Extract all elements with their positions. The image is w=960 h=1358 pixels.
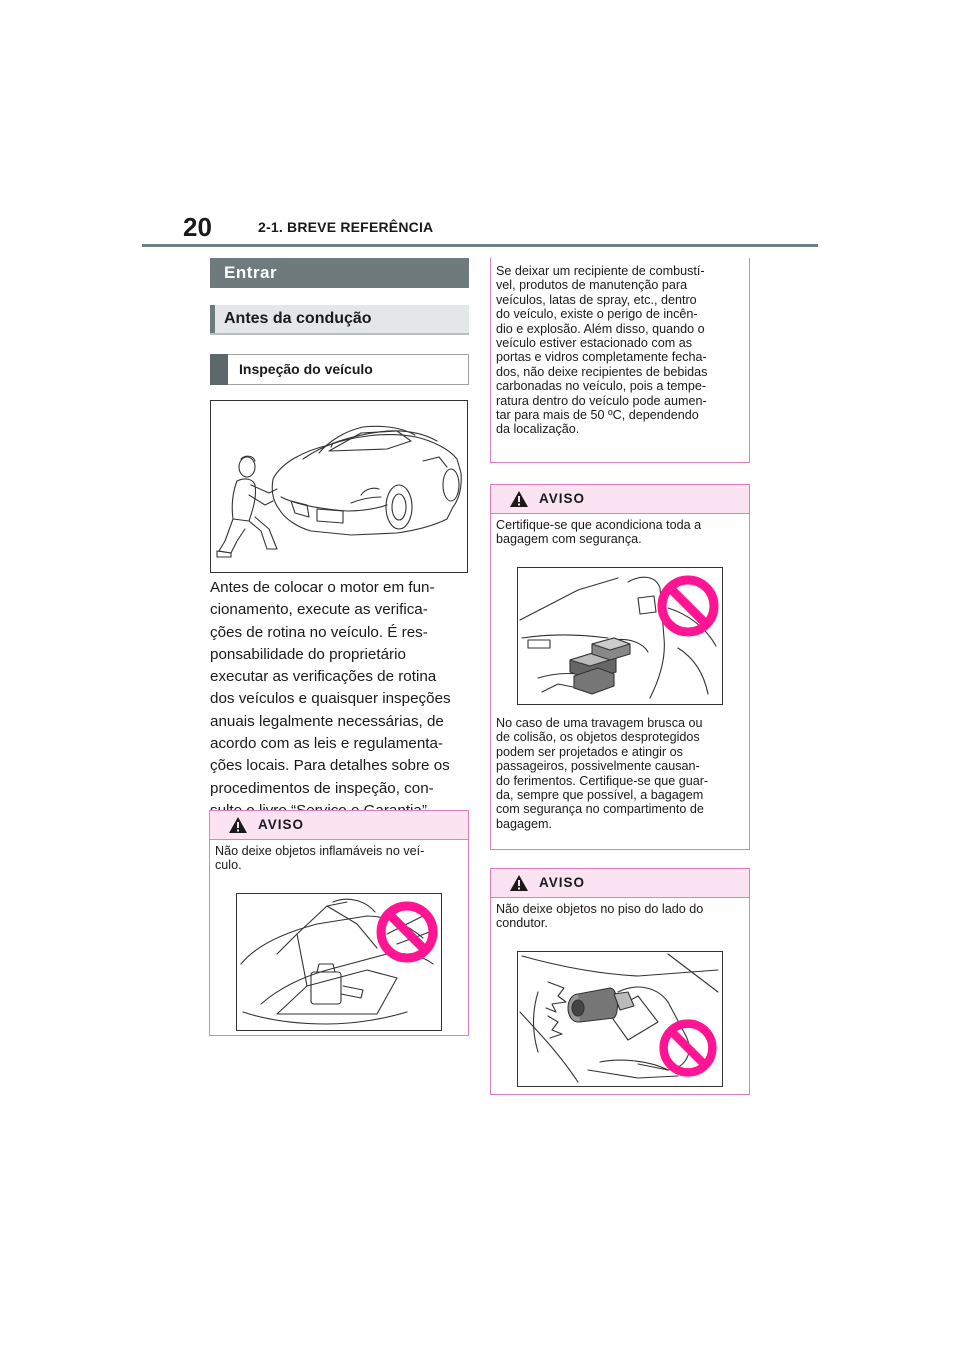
topic-title: Inspeção do veículo [210,354,469,385]
subsection-title: Antes da condução [210,305,469,335]
warning-header [210,811,468,840]
text-line: tar para mais de 50 ºC, dependendo [496,408,699,423]
text-line: podem ser projetados e atingir os [496,744,683,759]
text-line: ções locais. Para detalhes sobre os [210,757,450,775]
text-line: acordo com as leis e regulamenta- [210,735,443,753]
prohibition-icon [656,574,720,638]
text-line: carbonadas no veículo, pois a tempe- [496,379,707,394]
text-line: Não deixe objetos inflamáveis no veí- [215,844,425,858]
text-line: passageiros, possivelmente causan- [496,759,700,774]
text-line: ções de rotina no veículo. É res- [210,623,428,641]
unsecured-luggage-prohibited-icon [517,567,723,705]
warning-box-luggage [490,484,750,850]
text-line: Antes de colocar o motor em fun- [210,579,435,596]
text-line: Certifique-se que acondiciona toda a [496,518,702,532]
text-line: com segurança no compartimento de [496,802,704,817]
object-under-pedal-prohibited-icon [517,951,723,1087]
text-line: cionamento, execute as verifica- [210,601,428,619]
text-line: dio e explosão. Além disso, quando o [496,321,705,336]
warning-text [496,902,703,931]
prohibition-icon [658,1018,718,1078]
body-text [210,577,472,822]
warning-triangle-icon [509,490,529,508]
text-line: ponsabilidade do proprietário [210,645,406,663]
text-line: da localização. [496,422,580,437]
text-line: dos, não deixe recipientes de bebidas [496,364,708,379]
warning-title: AVISO [539,875,586,890]
page-number: 20 [183,212,212,242]
warning-text [215,844,424,873]
text-line: bagagem com segurança. [496,532,642,547]
car-inspection-illustration-icon [210,400,468,573]
warning-header [491,485,749,514]
prohibition-icon [375,900,439,964]
text-line: da, sempre que possível, a bagagem [496,788,704,803]
text-line: No caso de uma travagem brusca ou [496,716,703,730]
warning-box-floor [490,868,750,1095]
text-line: do veículo, existe o perigo de incên- [496,307,698,322]
text-line: procedimentos de inspeção, con- [210,779,434,797]
text-line: do ferimentos. Certifique-se que guar- [496,773,709,788]
warning-triangle-icon [509,874,529,892]
text-line: ratura dentro do veículo pode aumen- [496,393,707,408]
text-line: vel, produtos de manutenção para [496,278,688,293]
header-rule [142,244,818,247]
text-line: de colisão, os objetos desprotegidos [496,730,700,745]
warning-text [496,518,701,547]
text-line: executar as verificações de rotina [210,668,437,686]
warning-title: AVISO [258,817,305,832]
warning-triangle-icon [228,816,248,834]
chapter-title: 2-1. BREVE REFERÊNCIA [258,219,434,235]
section-title: Entrar [210,258,469,288]
text-line: Não deixe objetos no piso do lado do [496,902,704,916]
text-line: veículos, latas de spray, etc., dentro [496,292,697,307]
text-line: portas e vidros completamente fecha- [496,350,707,365]
warning-header [491,869,749,898]
text-line: condutor. [496,916,548,931]
flammable-in-trunk-prohibited-icon [236,893,442,1031]
text-line: Se deixar um recipiente de combustí- [496,264,705,278]
warning-title: AVISO [539,491,586,506]
text-line: veículo estiver estacionado com as [496,336,693,351]
warning-box-flammable [209,810,469,1036]
text-line: culo. [215,858,242,873]
text-line: dos veículos e quaisquer inspeções [210,690,451,708]
fire-hazard-note [490,258,750,463]
warning-text-after [496,716,708,831]
text-line: anuais legalmente necessárias, de [210,712,444,730]
note-text [496,264,707,437]
text-line: bagagem. [496,816,553,831]
